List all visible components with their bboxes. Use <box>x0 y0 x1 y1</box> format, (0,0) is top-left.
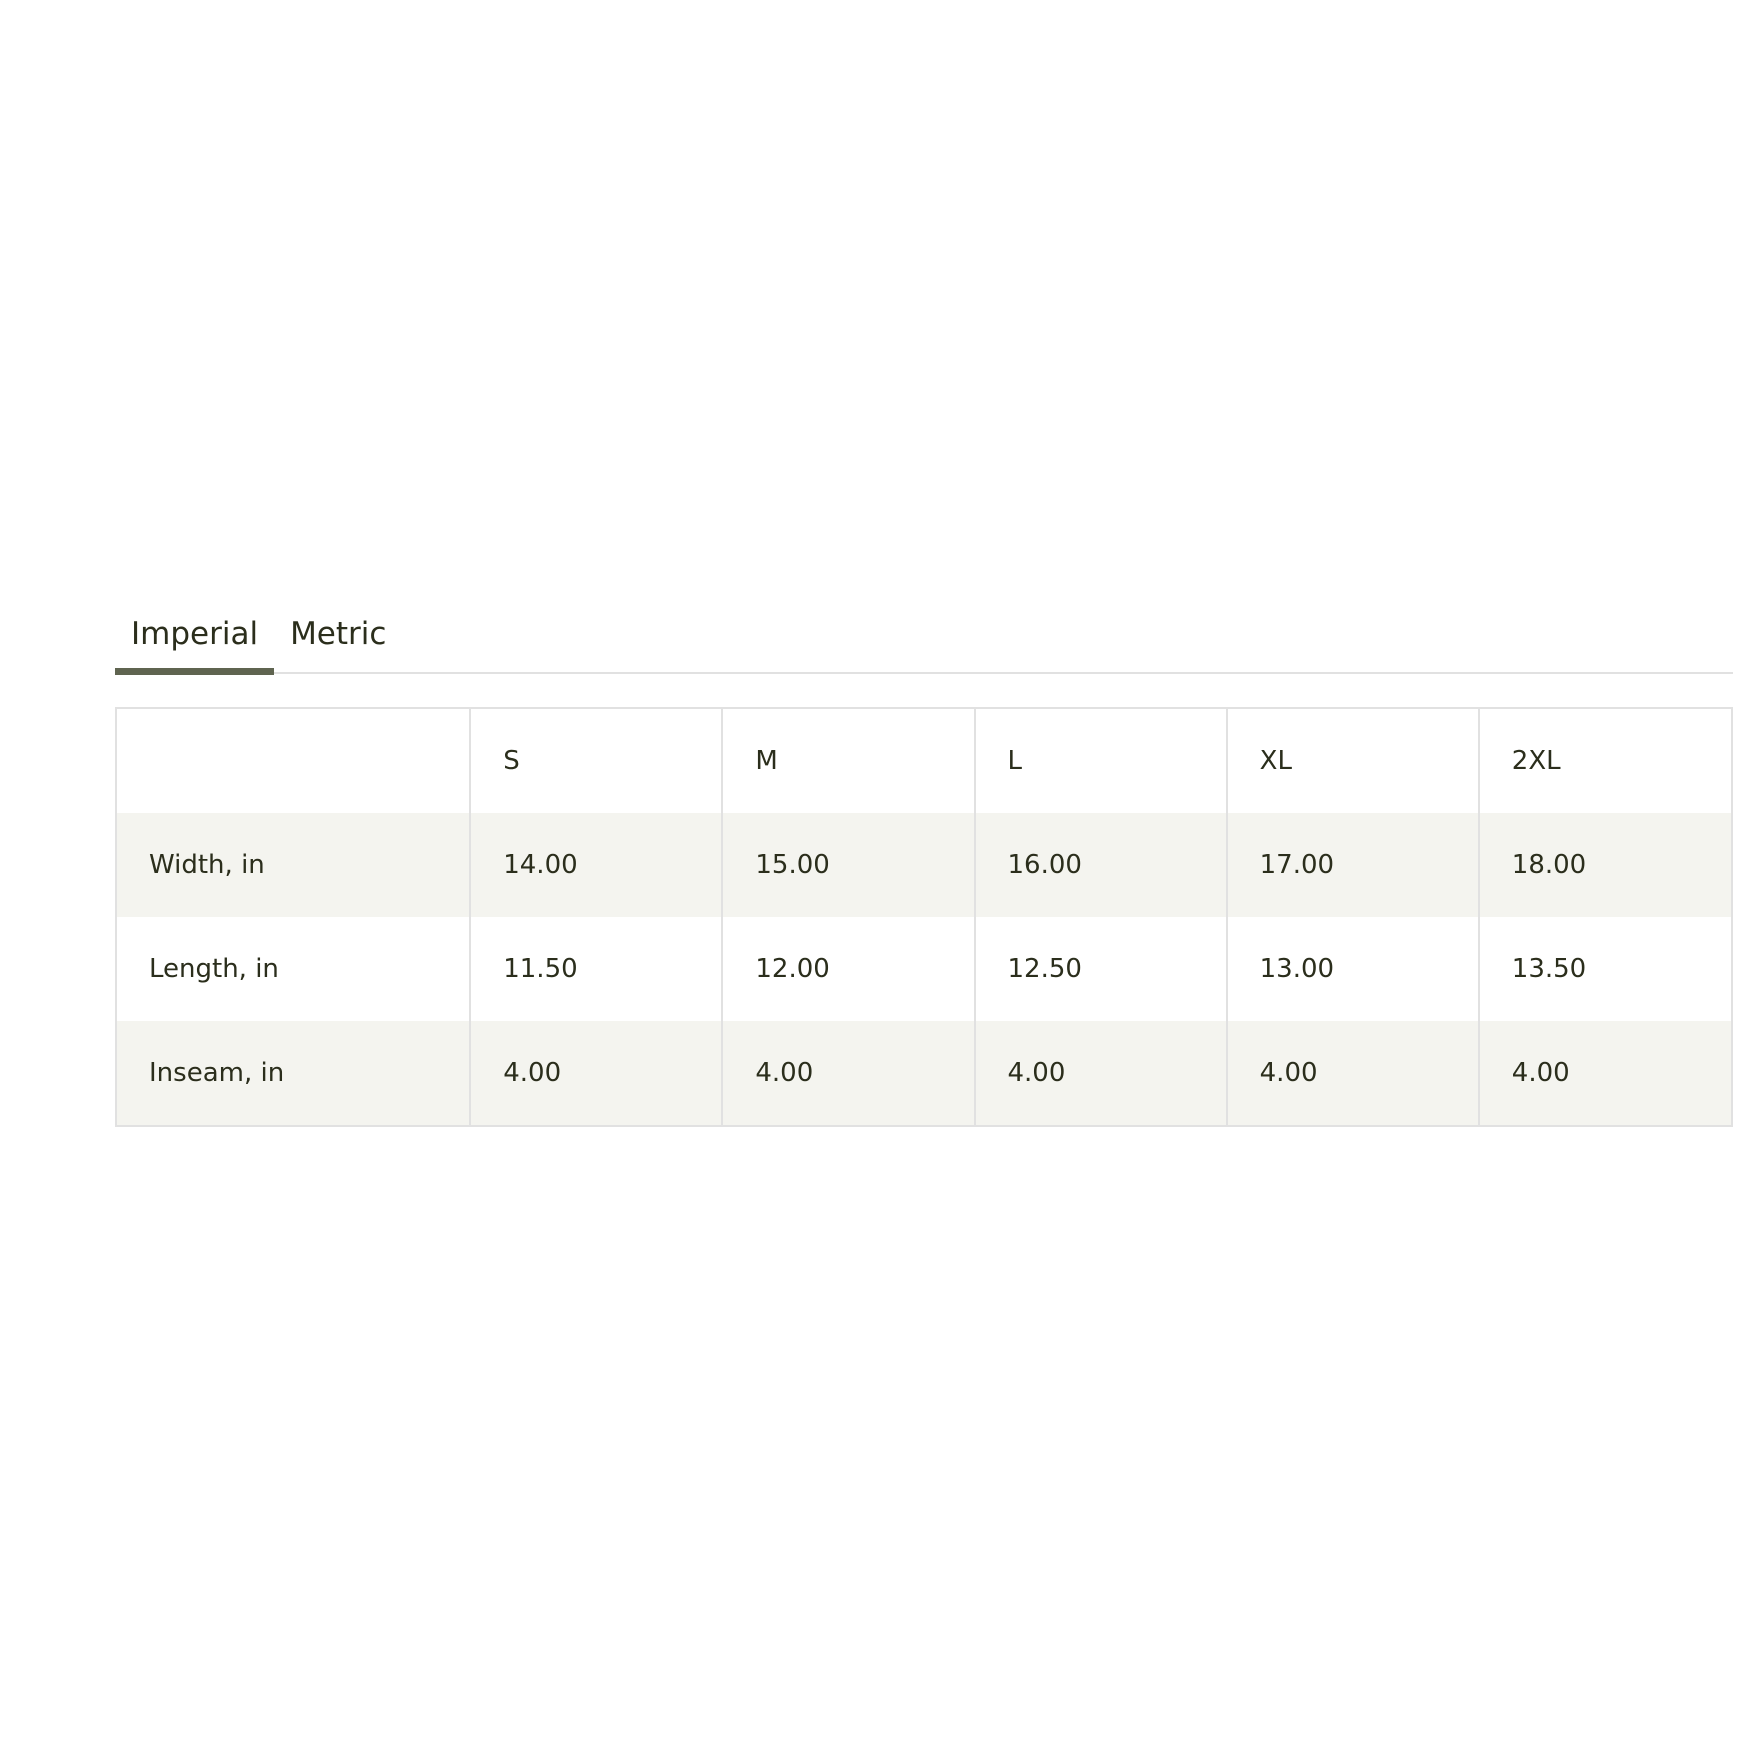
size-header-2xl: 2XL <box>1479 709 1731 813</box>
table-cell: 12.00 <box>722 917 974 1021</box>
size-header-l: L <box>975 709 1227 813</box>
size-header-s: S <box>470 709 722 813</box>
table-row-inseam <box>117 1021 1731 1125</box>
table-cell: 11.50 <box>470 917 722 1021</box>
table-cell: 4.00 <box>1479 1021 1731 1125</box>
table-cell: 4.00 <box>975 1021 1227 1125</box>
table-cell: 13.00 <box>1227 917 1479 1021</box>
unit-tabs <box>115 600 1733 674</box>
table-row-width <box>117 813 1731 917</box>
tab-imperial[interactable]: Imperial <box>115 600 274 672</box>
table-cell: 13.50 <box>1479 917 1731 1021</box>
table-cell: 16.00 <box>975 813 1227 917</box>
table-cell: 18.00 <box>1479 813 1731 917</box>
tab-metric[interactable]: Metric <box>290 616 387 652</box>
table-cell: 12.50 <box>975 917 1227 1021</box>
size-table-container <box>115 707 1733 1127</box>
size-header-xl: XL <box>1227 709 1479 813</box>
table-cell: 14.00 <box>470 813 722 917</box>
table-row-length <box>117 917 1731 1021</box>
table-cell: 15.00 <box>722 813 974 917</box>
table-cell: 17.00 <box>1227 813 1479 917</box>
row-label-inseam: Inseam, in <box>117 1021 470 1125</box>
size-table <box>117 709 1731 1125</box>
size-header-m: M <box>722 709 974 813</box>
table-cell: 4.00 <box>722 1021 974 1125</box>
row-label-width: Width, in <box>117 813 470 917</box>
table-cell: 4.00 <box>470 1021 722 1125</box>
size-header-row <box>117 709 1731 813</box>
size-guide <box>115 600 1733 1127</box>
table-cell: 4.00 <box>1227 1021 1479 1125</box>
corner-header-cell <box>117 709 470 813</box>
row-label-length: Length, in <box>117 917 470 1021</box>
